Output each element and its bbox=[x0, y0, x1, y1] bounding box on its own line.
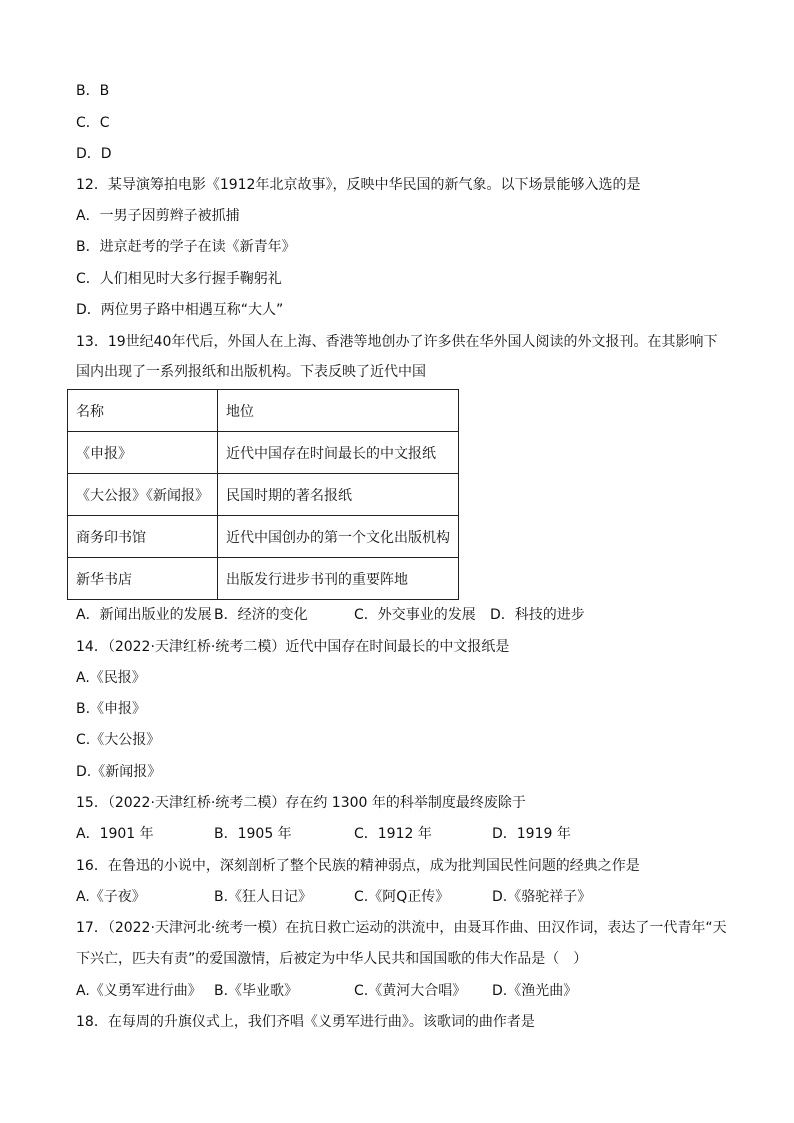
table-header-row bbox=[68, 390, 459, 432]
table-row bbox=[68, 558, 459, 600]
q11-option-b: B．B bbox=[76, 83, 110, 99]
q16-option-c: C.《阿Q正传》 bbox=[354, 889, 450, 905]
q14-stem: 14．（2022·天津红桥·统考二模）近代中国存在时间最长的中文报纸是 bbox=[76, 639, 510, 655]
q17-option-a: A.《义勇军进行曲》 bbox=[76, 983, 202, 999]
q17-option-c: C.《黄河大合唱》 bbox=[354, 983, 467, 999]
table-cell-name: 商务印书馆 bbox=[68, 516, 218, 558]
table-row bbox=[68, 474, 459, 516]
q14-option-d: D.《新闻报》 bbox=[76, 764, 162, 780]
q16-stem: 16．在鲁迅的小说中，深刻剖析了整个民族的精神弱点，成为批判国民性问题的经典之作是 bbox=[76, 858, 640, 874]
q13-option-a: A．新闻出版业的发展 bbox=[76, 607, 212, 623]
q11-option-c: C．C bbox=[76, 115, 110, 131]
q16-option-b: B.《狂人日记》 bbox=[214, 889, 313, 905]
q12-option-b: B．进京赶考的学子在读《新青年》 bbox=[76, 239, 296, 255]
q13-table bbox=[67, 389, 459, 600]
q12-option-d: D．两位男子路中相遇互称“大人” bbox=[76, 302, 284, 318]
table-cell-status: 近代中国创办的第一个文化出版机构 bbox=[218, 516, 459, 558]
q13-stem-line2: 国内出现了一系列报纸和出版机构。下表反映了近代中国 bbox=[76, 364, 426, 380]
q17-stem-line2: 下兴亡，匹夫有责”的爱国激情，后被定为中华人民共和国国歌的伟大作品是（ ） bbox=[76, 951, 588, 967]
table-row bbox=[68, 432, 459, 474]
q11-option-d: D．D bbox=[76, 146, 112, 162]
table-cell-name: 《大公报》《新闻报》 bbox=[68, 474, 218, 516]
q16-options bbox=[76, 887, 591, 907]
q14-option-c: C.《大公报》 bbox=[76, 732, 161, 748]
q17-options bbox=[76, 981, 577, 1001]
q12-option-c: C．人们相见时大多行握手鞠躬礼 bbox=[76, 271, 282, 287]
q17-stem-line1: 17．（2022·天津河北·统考一模）在抗日救亡运动的洪流中，由聂耳作曲、田汉作词，表达了一代青年“天 bbox=[76, 920, 727, 936]
q18-stem: 18．在每周的升旗仪式上，我们齐唱《义勇军进行曲》。该歌词的曲作者是 bbox=[76, 1014, 535, 1030]
q17-option-d: D.《渔光曲》 bbox=[492, 983, 578, 999]
table-cell-status: 出版发行进步书刊的重要阵地 bbox=[218, 558, 459, 600]
table-header-name: 名称 bbox=[68, 390, 218, 432]
table-cell-status: 近代中国存在时间最长的中文报纸 bbox=[218, 432, 459, 474]
table-row bbox=[68, 516, 459, 558]
q13-stem-line1: 13．19世纪40年代后，外国人在上海、香港等地创办了许多供在华外国人阅读的外文报刊。在其影响下 bbox=[76, 334, 718, 350]
q13-option-c: C．外交事业的发展 bbox=[354, 607, 476, 623]
q16-option-a: A.《子夜》 bbox=[76, 889, 146, 905]
q16-option-d: D.《骆驼祥子》 bbox=[492, 889, 592, 905]
q17-option-b: B.《毕业歌》 bbox=[214, 983, 299, 999]
q12-stem: 12．某导演筹拍电影《1912年北京故事》，反映中华民国的新气象。以下场景能够入选的是 bbox=[76, 177, 641, 193]
q13-options bbox=[76, 605, 585, 625]
q15-stem: 15．（2022·天津红桥·统考二模）存在约 1300 年的科举制度最终废除于 bbox=[76, 795, 526, 811]
table-cell-name: 新华书店 bbox=[68, 558, 218, 600]
q12-option-a: A．一男子因剪辫子被抓捕 bbox=[76, 208, 240, 224]
q15-option-c: C．1912 年 bbox=[354, 826, 432, 842]
q14-option-b: B.《申报》 bbox=[76, 701, 147, 717]
q15-option-b: B．1905 年 bbox=[214, 826, 292, 842]
q13-option-d: D．科技的进步 bbox=[490, 607, 585, 623]
q15-option-d: D．1919 年 bbox=[492, 826, 571, 842]
q15-option-a: A．1901 年 bbox=[76, 826, 154, 842]
q13-option-b: B．经济的变化 bbox=[214, 607, 308, 623]
table-cell-name: 《申报》 bbox=[68, 432, 218, 474]
table-cell-status: 民国时期的著名报纸 bbox=[218, 474, 459, 516]
table-header-status: 地位 bbox=[218, 390, 459, 432]
q14-option-a: A.《民报》 bbox=[76, 670, 146, 686]
q15-options bbox=[76, 824, 571, 844]
